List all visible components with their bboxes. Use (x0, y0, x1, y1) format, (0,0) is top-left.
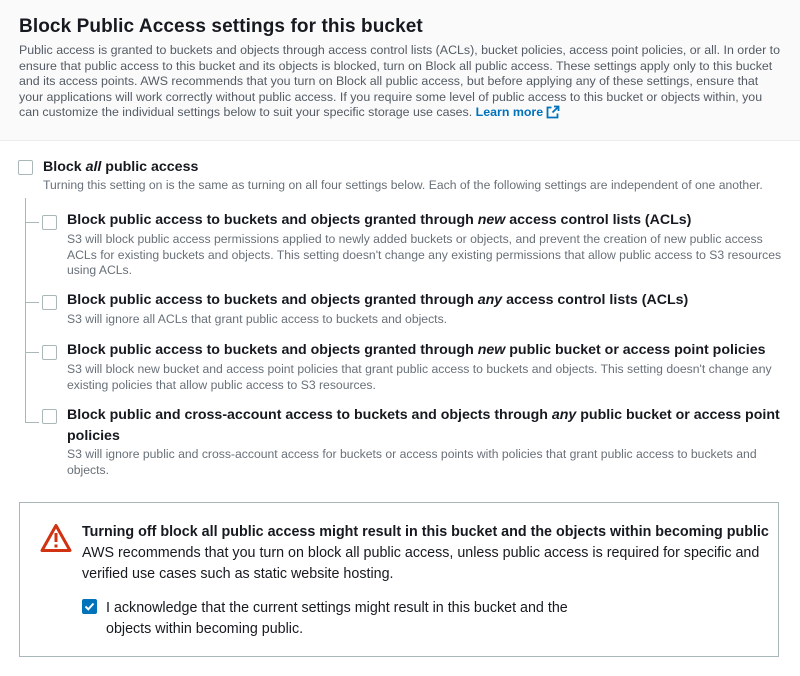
checkmark-icon (84, 601, 95, 612)
block-new-policies-checkbox[interactable] (42, 345, 57, 360)
tree-connector-branch (25, 222, 39, 223)
block-any-acls-description: S3 will ignore all ACLs that grant public access to buckets and objects. (67, 312, 448, 326)
option-label-prefix: Block public access to buckets and objects granted through (67, 342, 478, 358)
learn-more-text: Learn more (475, 105, 544, 120)
block-any-policies-checkbox[interactable] (42, 409, 57, 424)
block-any-policies-label (67, 405, 787, 446)
section-description-text: Public access is granted to buckets and objects through access control lists (ACLs), bucket policies, access point policies, or all. In order to ensure that public access to this bucket and its objects is blocked, turn on Block all public access. These settings apply only to this bucket and its access points. AWS recommends that you turn on Block all public access, but before applying any of these settings, ensure that your applications will work correctly without public access. If you require some level of public access to this bucket or objects within, you can customize the individual settings below to suit your specific storage use cases. (19, 43, 781, 120)
acknowledge-checkbox[interactable] (82, 599, 97, 614)
learn-more-link[interactable] (476, 105, 560, 119)
tree-connector-branch (25, 302, 39, 303)
option-label-suffix: access control lists (ACLs) (502, 292, 689, 308)
option-label-emphasis: new (477, 212, 506, 228)
block-all-label (43, 159, 198, 175)
option-label-suffix: public bucket or access point policies (505, 342, 766, 358)
warning-title: Turning off block all public access might result in this bucket and the objects within becoming public (82, 524, 769, 540)
block-any-policies-description: S3 will ignore public and cross-account access for buckets or access points with policies that grant public access to buckets and objects. (67, 447, 757, 477)
block-new-acls-description: S3 will block public access permissions applied to newly added buckets or objects, and prevent the creation of new public access ACLs for existing buckets and objects. This setting doesn't change any existing permissions that allow public access to S3 resources using ACLs. (67, 232, 782, 277)
tree-connector-branch (25, 422, 39, 423)
warning-text: AWS recommends that you turn on block all public access, unless public access is required for specific and verified use cases such as static website hosting. (82, 545, 760, 582)
option-label-prefix: Block public and cross-account access to buckets and objects through (67, 407, 552, 423)
block-any-acls-label (67, 290, 787, 311)
block-new-acls-checkbox[interactable] (42, 215, 57, 230)
block-new-policies-label (67, 340, 787, 361)
settings-header (0, 0, 800, 141)
block-any-acls-checkbox[interactable] (42, 295, 57, 310)
block-new-acls-label (67, 210, 787, 231)
option-label-suffix: public bucket or access point policies (67, 407, 780, 444)
tree-connector-vertical (25, 198, 26, 423)
tree-connector-branch (25, 352, 39, 353)
block-all-label-suffix: public access (101, 159, 199, 175)
option-label-emphasis: new (477, 342, 506, 358)
option-label-suffix: access control lists (ACLs) (505, 212, 692, 228)
acknowledge-label: I acknowledge that the current settings might result in this bucket and the objects within becoming public. (106, 600, 568, 637)
warning-triangle-icon (40, 523, 72, 558)
option-label-prefix: Block public access to buckets and objects granted through (67, 292, 478, 308)
block-all-checkbox[interactable] (18, 160, 33, 175)
block-all-label-emphasis: all (85, 159, 102, 175)
block-all-label-prefix: Block (43, 159, 86, 175)
block-all-description: Turning this setting on is the same as turning on all four settings below. Each of the following settings are independent of one another. (43, 178, 763, 192)
section-description (19, 43, 784, 124)
section-title: Block Public Access settings for this bucket (19, 16, 423, 37)
option-label-emphasis: any (551, 407, 577, 423)
option-label-emphasis: any (477, 292, 503, 308)
option-label-prefix: Block public access to buckets and objects granted through (67, 212, 478, 228)
block-new-policies-description: S3 will block new bucket and access point policies that grant public access to buckets and objects. This setting doesn't change any existing policies that allow public access to S3 resources. (67, 362, 772, 392)
public-access-warning (19, 502, 779, 657)
external-link-icon (546, 105, 560, 124)
